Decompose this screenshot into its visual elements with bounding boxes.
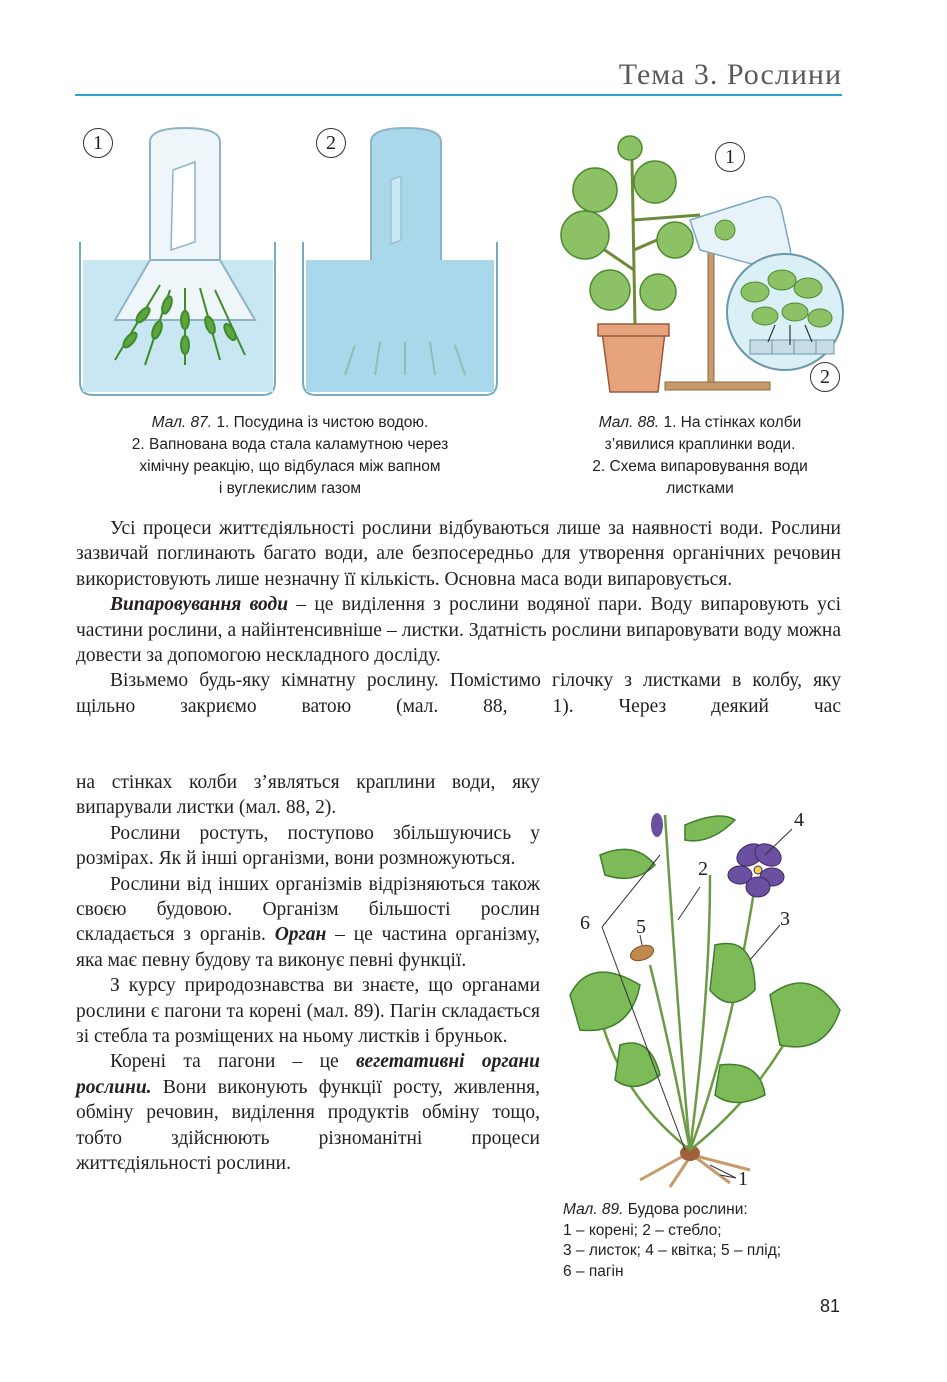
paragraph: Випаровування води – це виділення з рослини водяної пари. Воду випаровують усі частини рослини, а найінтенсивніше – листки. Здатність рослини випаровувати воду можна довести за допомогою нескладного досліду. [76,594,841,667]
figure-87-label-1: 1 [83,128,113,158]
paragraph: Усі процеси життєдіяльності рослини відбуваються лише за наявності води. Рослини зазвичай поглинають багато води, але безпосередньо для утворення органічних речовин використовують лише незначну її кількість. Основна маса води випаровується. [76,518,841,590]
figure-87 [75,120,505,405]
caption-line: 6 – пагін [563,1262,624,1280]
paragraph: Рослини ростуть, поступово збільшуючись у розмірах. Як й інші організми, вони розмножуються. [76,822,540,870]
caption-line: 1 – корені; 2 – стебло; [563,1221,722,1239]
topic-title: Тема 3. Рослини [618,58,842,91]
figure-89-label-1: 1 [738,1168,748,1190]
paragraph: на стінках колби з’являться краплини води, яку випарували листки (мал. 88, 2). [76,772,540,819]
body-text-full [76,516,841,719]
figure-87-caption [75,412,505,500]
figure-87-illustration [75,120,505,405]
figure-89-label-6: 6 [580,912,590,934]
figure-88 [550,120,850,405]
paragraph: Рослини від інших організмів відрізняються також своєю будовою. Організм більшості рослин складається з органів. Орган – це частина організму, яка має певну будову та виконує певні функції. [76,873,541,971]
header-rule [75,94,842,96]
figure-89-label-2: 2 [698,858,708,880]
figure-89-label-4: 4 [794,809,804,831]
caption-line: Мал. 88. 1. На стінках колби [598,414,802,431]
paragraph: З курсу природознавства ви знаєте, що органами рослини є пагони та корені (мал. 89). Пагін складається зі стебла та розміщених на ньому листків і бруньок. [76,975,540,1048]
page-number: 81 [819,1296,840,1316]
caption-line: 2. Схема випаровування води [592,458,808,475]
figure-87-label-2: 2 [316,128,346,158]
caption-line: Мал. 89. Будова рослини: [563,1201,748,1218]
figure-89-label-3: 3 [780,908,790,930]
figure-88-label-2: 2 [810,362,840,392]
caption-line: Мал. 87. 1. Посудина із чистою водою. [151,414,429,431]
figure-88-illustration [550,120,850,405]
paragraph: Корені та пагони – це вегетативні органи рослини. Вони виконують функції росту, живлення, обміну речовин, виділення продуктів обміну тощо, тобто здійснюють різноманітні процеси життєдіяльності рослини. [76,1051,540,1175]
body-text-column [76,770,540,1177]
caption-line: і вуглекислим газом [218,480,362,497]
vessel-clear-water [80,128,275,395]
caption-line: хімічну реакцію, що відбулася між вапном [139,458,441,475]
figure-89-label-5: 5 [636,916,646,938]
figure-89 [560,795,850,1195]
caption-line: 2. Вапнована вода стала каламутною через [131,436,449,453]
paragraph: Візьмемо будь-яку кімнатну рослину. Помістимо гілочку з листками в колбу, яку щільно закриємо ватою (мал. 88, 1). Через деякий час [76,670,841,717]
caption-line: листками [666,480,734,497]
caption-line: з’явилися краплинки води. [604,436,796,453]
figure-88-label-1: 1 [715,142,745,172]
vessel-cloudy-water [303,128,497,395]
figure-89-caption [563,1200,843,1282]
figure-89-illustration [560,795,850,1195]
caption-line: 3 – листок; 4 – квітка; 5 – плід; [563,1242,782,1259]
figure-88-caption [550,412,850,500]
